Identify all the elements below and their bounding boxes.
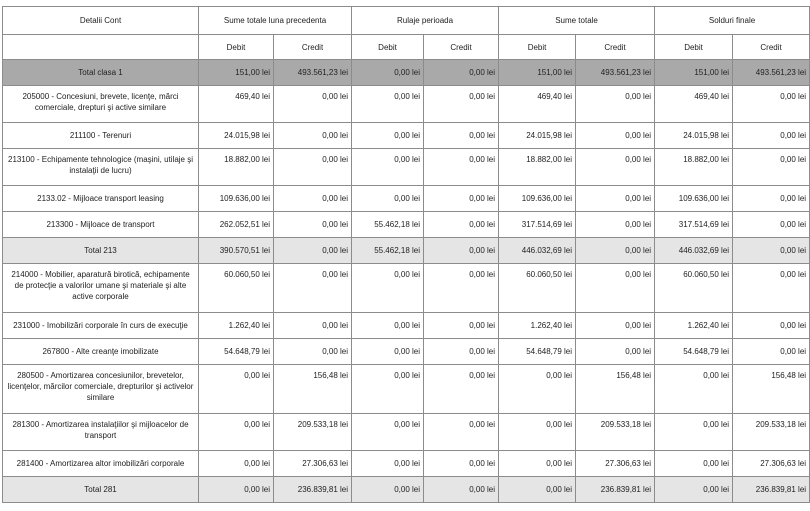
debit-value-cell: 24.015,98 lei xyxy=(199,123,274,149)
credit-value-cell: 0,00 lei xyxy=(576,86,655,123)
debit-value-cell: 0,00 lei xyxy=(352,451,424,477)
debit-value-cell: 54.648,79 lei xyxy=(655,339,733,365)
debit-value-cell: 0,00 lei xyxy=(352,339,424,365)
credit-value-cell: 0,00 lei xyxy=(576,264,655,313)
credit-value-cell: 0,00 lei xyxy=(576,339,655,365)
final-balances-header: Solduri finale xyxy=(655,7,810,35)
credit-header: Credit xyxy=(274,35,352,60)
account-label: 280500 - Amortizarea concesiunilor, brevetelor, licenţelor, mărcilor comerciale, drepturilor şi activelor similare xyxy=(3,365,199,414)
period-turnover-header: Rulaje perioada xyxy=(352,7,499,35)
account-label: 281300 - Amortizarea instalaţiilor şi mijloacelor de transport xyxy=(3,414,199,451)
credit-value-cell: 0,00 lei xyxy=(424,212,499,238)
header-group-row xyxy=(3,7,810,35)
credit-value-cell: 0,00 lei xyxy=(424,149,499,186)
credit-value-cell: 209.533,18 lei xyxy=(576,414,655,451)
header-blank-cell xyxy=(3,35,199,60)
credit-value-cell: 0,00 lei xyxy=(576,212,655,238)
credit-value-cell: 0,00 lei xyxy=(733,264,810,313)
debit-value-cell: 0,00 lei xyxy=(199,451,274,477)
debit-value-cell: 469,40 lei xyxy=(499,86,576,123)
credit-value-cell: 493.561,23 lei xyxy=(576,60,655,86)
credit-value-cell: 0,00 lei xyxy=(733,238,810,264)
credit-value-cell: 0,00 lei xyxy=(576,123,655,149)
credit-value-cell: 0,00 lei xyxy=(424,365,499,414)
debit-value-cell: 151,00 lei xyxy=(499,60,576,86)
debit-header: Debit xyxy=(655,35,733,60)
debit-value-cell: 0,00 lei xyxy=(655,451,733,477)
debit-value-cell: 390.570,51 lei xyxy=(199,238,274,264)
credit-value-cell: 0,00 lei xyxy=(424,60,499,86)
debit-value-cell: 0,00 lei xyxy=(499,477,576,503)
credit-value-cell: 0,00 lei xyxy=(274,313,352,339)
credit-value-cell: 209.533,18 lei xyxy=(733,414,810,451)
class-total-row xyxy=(3,60,810,86)
credit-value-cell: 0,00 lei xyxy=(733,212,810,238)
credit-value-cell: 0,00 lei xyxy=(733,313,810,339)
account-label: 205000 - Concesiuni, brevete, licenţe, mărci comerciale, drepturi şi active similare xyxy=(3,86,199,123)
credit-value-cell: 0,00 lei xyxy=(733,149,810,186)
credit-value-cell: 156,48 lei xyxy=(576,365,655,414)
debit-value-cell: 24.015,98 lei xyxy=(655,123,733,149)
credit-value-cell: 27.306,63 lei xyxy=(733,451,810,477)
credit-value-cell: 0,00 lei xyxy=(733,186,810,212)
credit-value-cell: 27.306,63 lei xyxy=(576,451,655,477)
table-row xyxy=(3,186,810,212)
subtotal-row xyxy=(3,238,810,264)
table-row xyxy=(3,414,810,451)
credit-value-cell: 0,00 lei xyxy=(424,451,499,477)
debit-value-cell: 317.514,69 lei xyxy=(655,212,733,238)
debit-value-cell: 54.648,79 lei xyxy=(199,339,274,365)
total-sums-header: Sume totale xyxy=(499,7,655,35)
debit-value-cell: 60.060,50 lei xyxy=(499,264,576,313)
credit-value-cell: 0,00 lei xyxy=(424,186,499,212)
debit-value-cell: 469,40 lei xyxy=(199,86,274,123)
credit-value-cell: 0,00 lei xyxy=(424,238,499,264)
debit-value-cell: 18.882,00 lei xyxy=(499,149,576,186)
credit-value-cell: 0,00 lei xyxy=(274,86,352,123)
account-label: 267800 - Alte creanţe imobilizate xyxy=(3,339,199,365)
credit-value-cell: 0,00 lei xyxy=(576,149,655,186)
debit-value-cell: 0,00 lei xyxy=(499,365,576,414)
credit-value-cell: 0,00 lei xyxy=(424,313,499,339)
debit-value-cell: 18.882,00 lei xyxy=(199,149,274,186)
debit-value-cell: 446.032,69 lei xyxy=(499,238,576,264)
credit-value-cell: 493.561,23 lei xyxy=(274,60,352,86)
account-label: Total 281 xyxy=(3,477,199,503)
credit-value-cell: 493.561,23 lei xyxy=(733,60,810,86)
account-label: 2133.02 - Mijloace transport leasing xyxy=(3,186,199,212)
debit-header: Debit xyxy=(352,35,424,60)
debit-value-cell: 60.060,50 lei xyxy=(199,264,274,313)
account-details-header: Detalii Cont xyxy=(3,7,199,35)
credit-value-cell: 0,00 lei xyxy=(274,149,352,186)
debit-value-cell: 151,00 lei xyxy=(199,60,274,86)
credit-value-cell: 0,00 lei xyxy=(274,264,352,313)
table-row xyxy=(3,149,810,186)
debit-value-cell: 54.648,79 lei xyxy=(499,339,576,365)
credit-value-cell: 0,00 lei xyxy=(424,477,499,503)
credit-value-cell: 0,00 lei xyxy=(274,212,352,238)
debit-value-cell: 0,00 lei xyxy=(352,414,424,451)
debit-value-cell: 1.262,40 lei xyxy=(655,313,733,339)
table-body xyxy=(3,60,810,503)
debit-value-cell: 0,00 lei xyxy=(655,414,733,451)
debit-header: Debit xyxy=(499,35,576,60)
debit-value-cell: 1.262,40 lei xyxy=(499,313,576,339)
debit-value-cell: 18.882,00 lei xyxy=(655,149,733,186)
table-row xyxy=(3,264,810,313)
credit-value-cell: 0,00 lei xyxy=(424,414,499,451)
account-label: 214000 - Mobilier, aparatură birotică, echipamente de protecţie a valorilor umane şi materiale şi alte active corporale xyxy=(3,264,199,313)
table-row xyxy=(3,123,810,149)
credit-value-cell: 0,00 lei xyxy=(274,238,352,264)
account-label: 231000 - Imobilizări corporale în curs de execuţie xyxy=(3,313,199,339)
debit-value-cell: 469,40 lei xyxy=(655,86,733,123)
credit-value-cell: 0,00 lei xyxy=(733,86,810,123)
debit-value-cell: 0,00 lei xyxy=(499,414,576,451)
debit-value-cell: 109.636,00 lei xyxy=(655,186,733,212)
credit-value-cell: 156,48 lei xyxy=(274,365,352,414)
table-row xyxy=(3,313,810,339)
account-label: 281400 - Amortizarea altor imobilizări corporale xyxy=(3,451,199,477)
debit-value-cell: 1.262,40 lei xyxy=(199,313,274,339)
debit-value-cell: 0,00 lei xyxy=(352,477,424,503)
credit-value-cell: 0,00 lei xyxy=(733,339,810,365)
debit-value-cell: 0,00 lei xyxy=(352,264,424,313)
debit-value-cell: 0,00 lei xyxy=(499,451,576,477)
account-label: Total clasa 1 xyxy=(3,60,199,86)
debit-value-cell: 60.060,50 lei xyxy=(655,264,733,313)
debit-value-cell: 317.514,69 lei xyxy=(499,212,576,238)
credit-value-cell: 27.306,63 lei xyxy=(274,451,352,477)
credit-value-cell: 0,00 lei xyxy=(576,313,655,339)
debit-value-cell: 0,00 lei xyxy=(199,477,274,503)
debit-value-cell: 151,00 lei xyxy=(655,60,733,86)
credit-value-cell: 0,00 lei xyxy=(424,86,499,123)
credit-value-cell: 0,00 lei xyxy=(274,339,352,365)
credit-header: Credit xyxy=(576,35,655,60)
table-row xyxy=(3,86,810,123)
header-sub-row xyxy=(3,35,810,60)
debit-value-cell: 0,00 lei xyxy=(352,86,424,123)
debit-value-cell: 109.636,00 lei xyxy=(499,186,576,212)
trial-balance-table xyxy=(2,6,810,503)
debit-header: Debit xyxy=(199,35,274,60)
debit-value-cell: 0,00 lei xyxy=(199,365,274,414)
credit-value-cell: 209.533,18 lei xyxy=(274,414,352,451)
prev-month-totals-header: Sume totale luna precedenta xyxy=(199,7,352,35)
debit-value-cell: 0,00 lei xyxy=(352,149,424,186)
debit-value-cell: 0,00 lei xyxy=(352,123,424,149)
account-label: 213100 - Echipamente tehnologice (maşini, utilaje şi instalaţii de lucru) xyxy=(3,149,199,186)
debit-value-cell: 446.032,69 lei xyxy=(655,238,733,264)
table-row xyxy=(3,365,810,414)
debit-value-cell: 55.462,18 lei xyxy=(352,238,424,264)
account-label: Total 213 xyxy=(3,238,199,264)
debit-value-cell: 0,00 lei xyxy=(655,365,733,414)
table-row xyxy=(3,451,810,477)
credit-value-cell: 0,00 lei xyxy=(274,123,352,149)
debit-value-cell: 262.052,51 lei xyxy=(199,212,274,238)
subtotal-row xyxy=(3,477,810,503)
credit-value-cell: 0,00 lei xyxy=(424,264,499,313)
debit-value-cell: 24.015,98 lei xyxy=(499,123,576,149)
debit-value-cell: 55.462,18 lei xyxy=(352,212,424,238)
debit-value-cell: 109.636,00 lei xyxy=(199,186,274,212)
credit-value-cell: 236.839,81 lei xyxy=(274,477,352,503)
debit-value-cell: 0,00 lei xyxy=(352,365,424,414)
account-label: 213300 - Mijloace de transport xyxy=(3,212,199,238)
credit-header: Credit xyxy=(424,35,499,60)
credit-value-cell: 0,00 lei xyxy=(424,339,499,365)
table-row xyxy=(3,339,810,365)
credit-header: Credit xyxy=(733,35,810,60)
credit-value-cell: 236.839,81 lei xyxy=(576,477,655,503)
credit-value-cell: 0,00 lei xyxy=(576,238,655,264)
credit-value-cell: 0,00 lei xyxy=(424,123,499,149)
debit-value-cell: 0,00 lei xyxy=(352,313,424,339)
credit-value-cell: 0,00 lei xyxy=(274,186,352,212)
table-row xyxy=(3,212,810,238)
account-label: 211100 - Terenuri xyxy=(3,123,199,149)
credit-value-cell: 0,00 lei xyxy=(576,186,655,212)
credit-value-cell: 0,00 lei xyxy=(733,123,810,149)
debit-value-cell: 0,00 lei xyxy=(655,477,733,503)
debit-value-cell: 0,00 lei xyxy=(352,60,424,86)
debit-value-cell: 0,00 lei xyxy=(199,414,274,451)
credit-value-cell: 236.839,81 lei xyxy=(733,477,810,503)
debit-value-cell: 0,00 lei xyxy=(352,186,424,212)
credit-value-cell: 156,48 lei xyxy=(733,365,810,414)
